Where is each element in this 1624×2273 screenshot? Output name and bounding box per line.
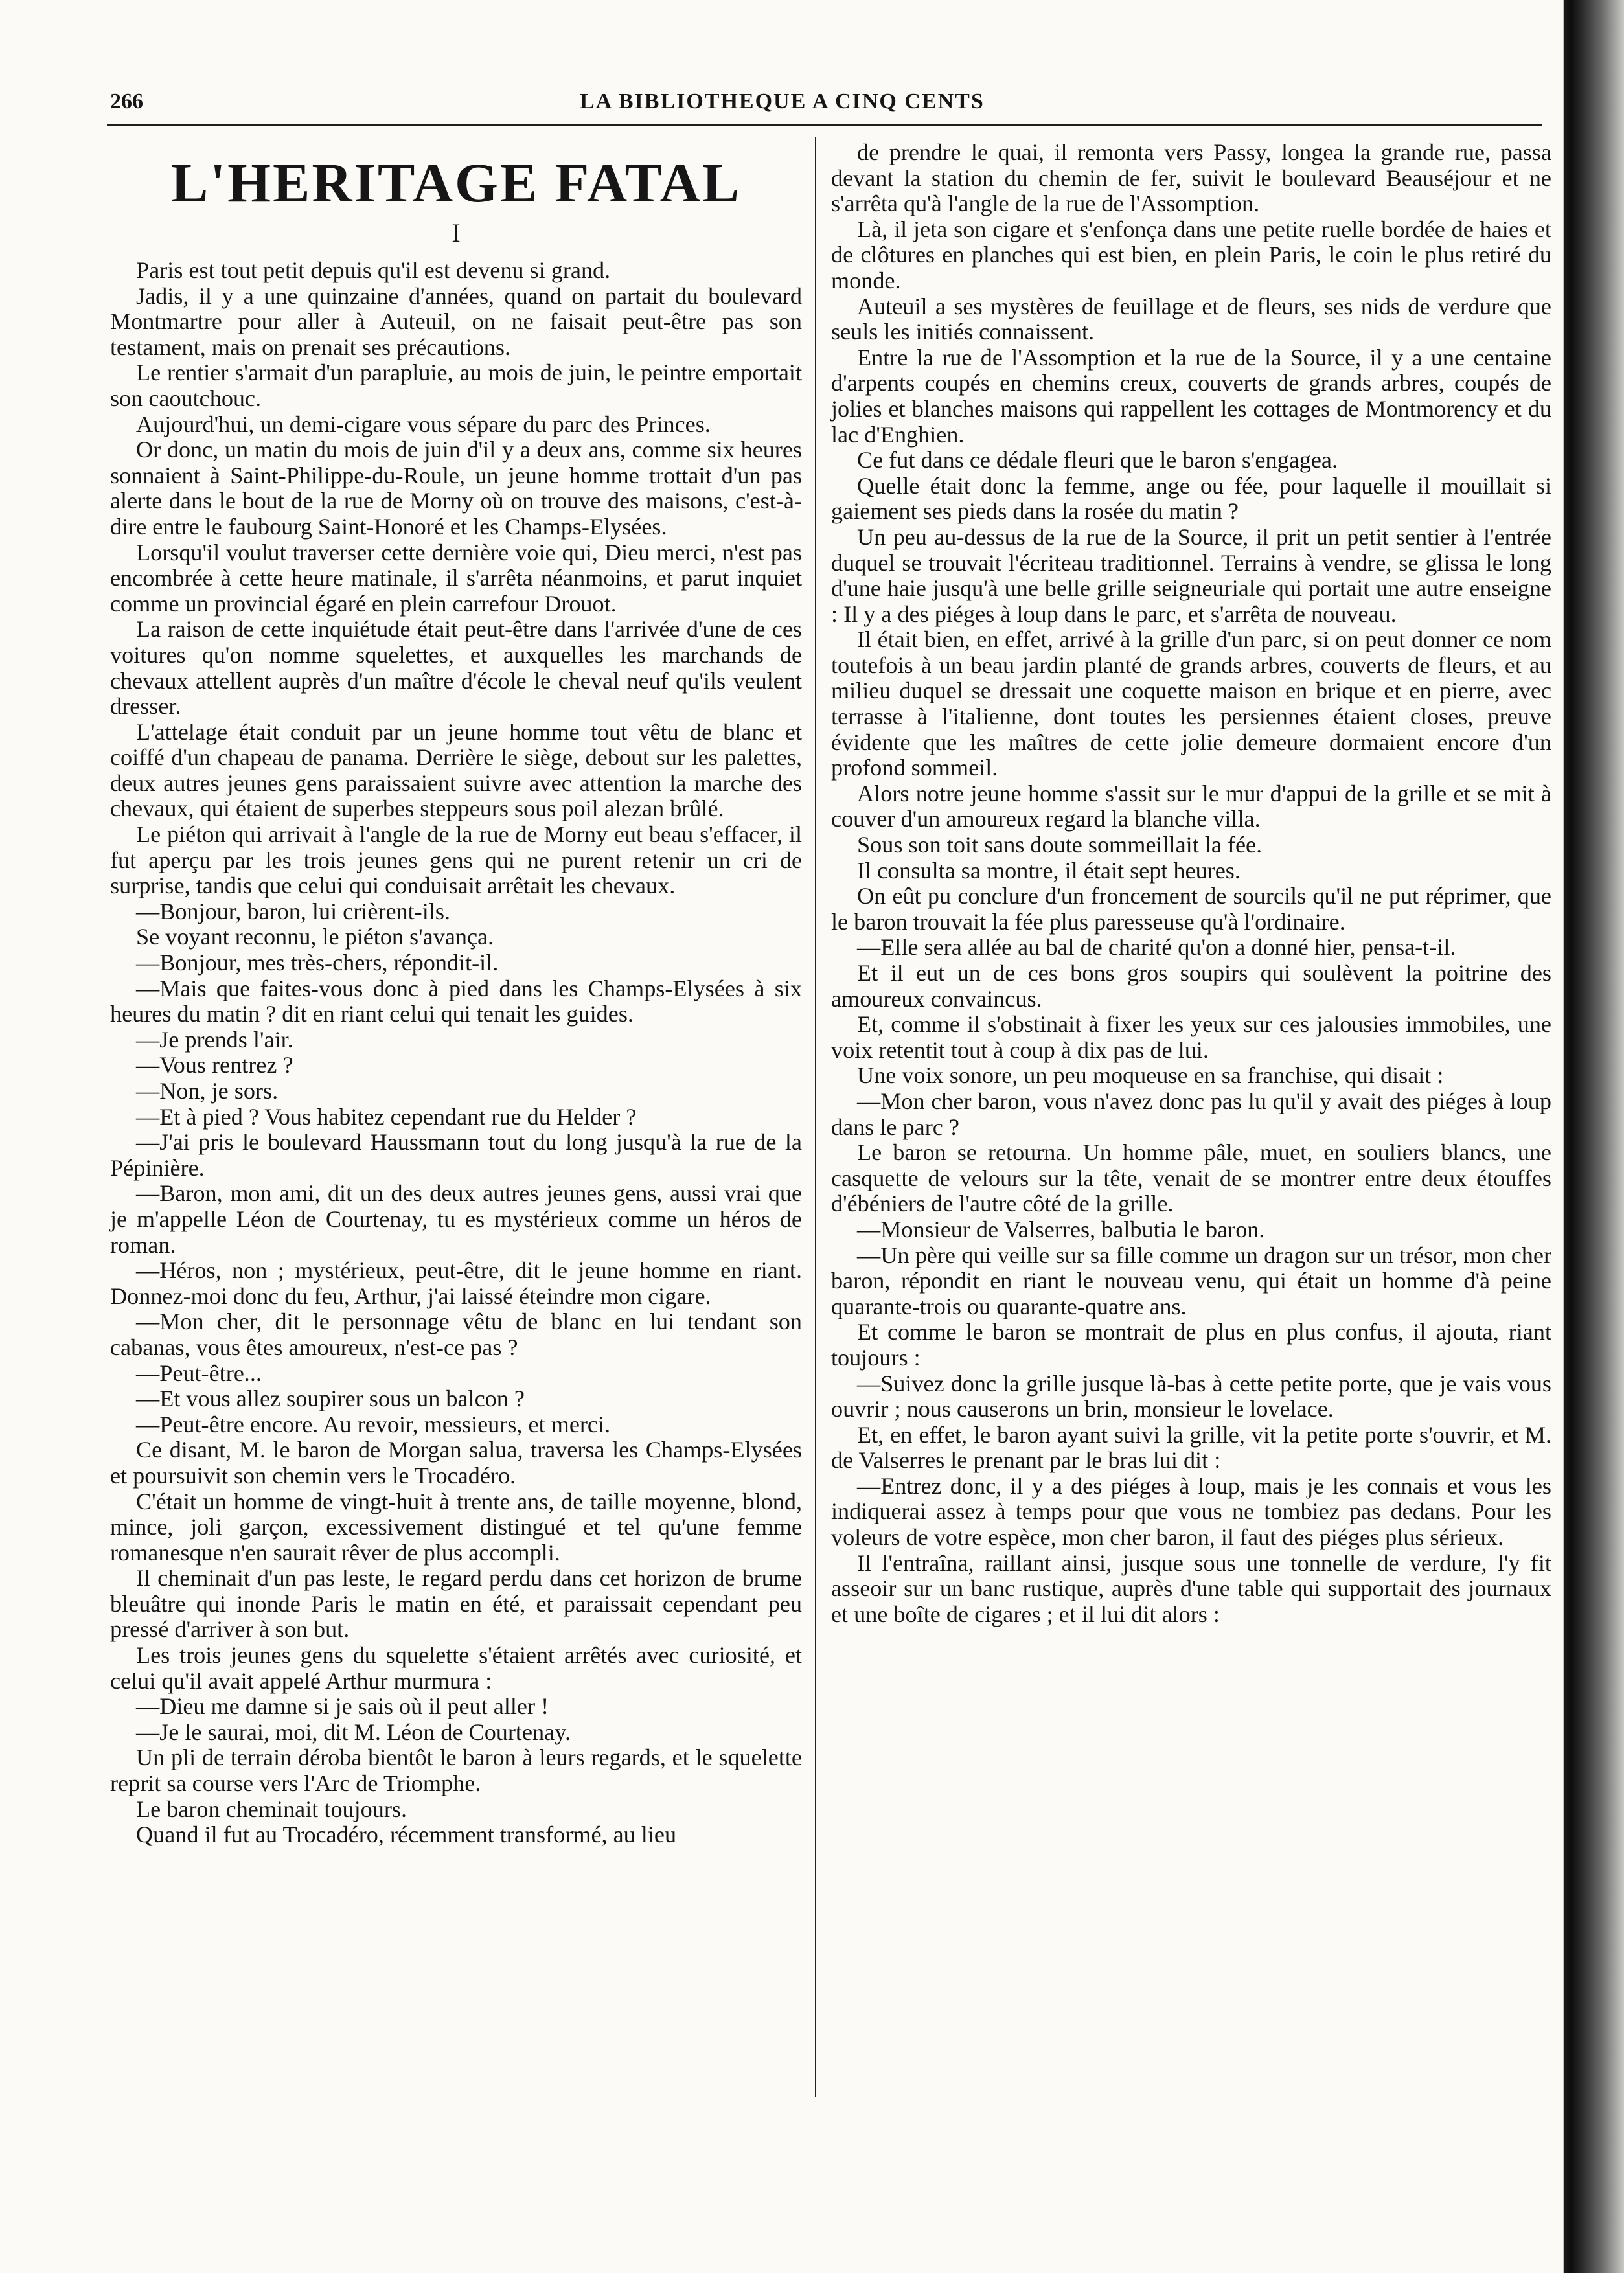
paragraph: Ce disant, M. le baron de Morgan salua, traversa les Champs-Elysées et poursuivit son chemin vers le Trocadéro. bbox=[110, 1437, 802, 1489]
paragraph: Ce fut dans ce dédale fleuri que le baron s'engagea. bbox=[857, 447, 1338, 474]
paragraph: Se voyant reconnu, le piéton s'avança. bbox=[136, 924, 494, 950]
paragraph: Là, il jeta son cigare et s'enfonça dans une petite ruelle bordée de haies et de clôtures en planches qui est bien, en plein Paris, le coin le plus retiré du monde. bbox=[831, 216, 1551, 293]
paragraph: —Bonjour, mes très-chers, répondit-il. bbox=[136, 950, 499, 976]
paragraph: Il était bien, en effet, arrivé à la grille d'un parc, si on peut donner ce nom toutefois à un beau jardin planté de grands arbres, couverts de fleurs, et au milieu duquel se dressait une coquette maison en brique et en pierre, avec terrasse à l'italienne, dont toutes les persiennes étaient closes, preuve évidente que les maîtres de cette jolie demeure dormaient encore d'un profond sommeil. bbox=[831, 626, 1551, 781]
paragraph: Il l'entraîna, raillant ainsi, jusque sous une tonnelle de verdure, l'y fit asseoir sur un banc rustique, auprès d'une table qui supportait des journaux et une boîte de cigares ; et il lui dit alors : bbox=[831, 1549, 1551, 1627]
paragraph: Paris est tout petit depuis qu'il est devenu si grand. bbox=[136, 257, 611, 283]
paragraph: Il cheminait d'un pas leste, le regard perdu dans cet horizon de brume bleuâtre qui inonde Paris le matin en été, et paraissait cependant peu pressé d'arriver à son but. bbox=[110, 1565, 802, 1643]
right-column bbox=[831, 140, 1551, 1627]
paragraph: Et il eut un de ces bons gros soupirs qui soulèvent la poitrine des amoureux convaincus. bbox=[831, 960, 1551, 1012]
paragraph: L'attelage était conduit par un jeune homme tout vêtu de blanc et coiffé d'un chapeau de panama. Derrière le siège, debout sur les palettes, deux autres jeunes gens paraissaient suivre avec attention la marche des chevaux, qui étaient de superbes steppeurs sous poil alezan brûlé. bbox=[110, 718, 802, 822]
paragraph: Alors notre jeune homme s'assit sur le mur d'appui de la grille et se mit à couver d'un amoureux regard la blanche villa. bbox=[831, 780, 1551, 832]
paragraph: Un pli de terrain déroba bientôt le baron à leurs regards, et le squelette reprit sa course vers l'Arc de Triomphe. bbox=[110, 1744, 802, 1797]
paragraph: —Mais que faites-vous donc à pied dans les Champs-Elysées à six heures du matin ? dit en riant celui qui tenait les guides. bbox=[110, 975, 802, 1027]
paragraph: Et comme le baron se montrait de plus en plus confus, il ajouta, riant toujours : bbox=[831, 1319, 1551, 1371]
paragraph: Or donc, un matin du mois de juin d'il y a deux ans, comme six heures sonnaient à Saint-Philippe-du-Roule, un jeune homme trottait d'un pas alerte dans le bout de la rue de Morny où on trouve des maisons, c'est-à-dire entre le faubourg Saint-Honoré et les Champs-Elysées. bbox=[110, 437, 802, 540]
paragraph: —Baron, mon ami, dit un des deux autres jeunes gens, aussi vrai que je m'appelle Léon de Courtenay, tu es mystérieux comme un héros de roman. bbox=[110, 1180, 802, 1258]
paragraph: de prendre le quai, il remonta vers Passy, longea la grande rue, passa devant la station du chemin de fer, suivit le boulevard Beauséjour et ne s'arrêta qu'à l'angle de la rue de l'Assomption. bbox=[831, 139, 1551, 217]
paragraph: Les trois jeunes gens du squelette s'étaient arrêtés avec curiosité, et celui qu'il avait appelé Arthur murmura : bbox=[110, 1642, 802, 1694]
paragraph: —Monsieur de Valserres, balbutia le baron. bbox=[857, 1216, 1265, 1242]
paragraph: —Dieu me damne si je sais où il peut aller ! bbox=[136, 1693, 549, 1720]
paragraph: On eût pu conclure d'un froncement de sourcils qu'il ne put réprimer, que le baron trouvait la fée plus paresseuse qu'à l'ordinaire. bbox=[831, 883, 1551, 935]
paragraph: —Héros, non ; mystérieux, peut-être, dit le jeune homme en riant. Donnez-moi donc du feu, Arthur, j'ai laissé éteindre mon cigare. bbox=[110, 1257, 802, 1309]
page-number: 266 bbox=[110, 89, 143, 113]
paragraph: Le baron cheminait toujours. bbox=[136, 1796, 407, 1822]
chapter-number: I bbox=[452, 218, 461, 247]
story-title: L'HERITAGE FATAL bbox=[170, 152, 742, 214]
paragraph: —Elle sera allée au bal de charité qu'on a donné hier, pensa-t-il. bbox=[857, 934, 1456, 961]
paragraph: —Peut-être encore. Au revoir, messieurs, et merci. bbox=[136, 1411, 611, 1437]
paragraph: —Mon cher, dit le personnage vêtu de blanc en lui tendant son cabanas, vous êtes amoureux, n'est-ce pas ? bbox=[110, 1308, 802, 1360]
paragraph: La raison de cette inquiétude était peut-être dans l'arrivée d'une de ces voitures qu'on nomme squelettes, et auxquelles les marchands de chevaux attellent auprès d'un maître d'école le cheval neuf qu'ils veulent dresser. bbox=[110, 616, 802, 720]
header-rule bbox=[107, 124, 1542, 126]
paragraph: —Bonjour, baron, lui crièrent-ils. bbox=[136, 898, 450, 924]
left-column bbox=[110, 140, 802, 1848]
paragraph: Il consulta sa montre, il était sept heures. bbox=[857, 857, 1241, 884]
paragraph: C'était un homme de vingt-huit à trente ans, de taille moyenne, blond, mince, joli garçon, excessivement distingué et tel qu'une femme romanesque n'en saurait rêver de plus accompli. bbox=[110, 1488, 802, 1566]
paragraph: Le baron se retourna. Un homme pâle, muet, en souliers blancs, une casquette de velours sur la tête, venait de se montrer entre deux étouffes d'ébéniers de l'autre côté de la grille. bbox=[831, 1139, 1551, 1217]
paragraph: Le piéton qui arrivait à l'angle de la rue de Morny eut beau s'effacer, il fut aperçu par les trois jeunes gens qui ne purent retenir un cri de surprise, tandis que celui qui conduisait arrêtait les chevaux. bbox=[110, 821, 802, 899]
paragraph: —Un père qui veille sur sa fille comme un dragon sur un trésor, mon cher baron, répondit en riant le nouveau venu, qui était un homme d'à peine quarante-trois ou quarante-quatre ans. bbox=[831, 1242, 1551, 1319]
paragraph: Et, en effet, le baron ayant suivi la grille, vit la petite porte s'ouvrir, et M. de Valserres le prenant par le bras lui dit : bbox=[831, 1421, 1551, 1474]
paragraph: Quand il fut au Trocadéro, récemment transformé, au lieu bbox=[136, 1822, 677, 1848]
paragraph: Sous son toit sans doute sommeillait la fée. bbox=[857, 832, 1263, 858]
paragraph: Un peu au-dessus de la rue de la Source, il prit un petit sentier à l'entrée duquel se trouvait l'écriteau traditionnel. Terrains à vendre, se glissa le long d'une haie jusqu'à une belle grille seigneuriale qui portait une autre enseigne : Il y a des piéges à loup dans le parc, et s'arrêta de nouveau. bbox=[831, 523, 1551, 627]
paragraph: Aujourd'hui, un demi-cigare vous sépare du parc des Princes. bbox=[136, 411, 711, 437]
paragraph: —Et vous allez soupirer sous un balcon ? bbox=[136, 1386, 525, 1412]
paragraph: —Peut-être... bbox=[136, 1360, 262, 1386]
paragraph: —Non, je sors. bbox=[136, 1078, 279, 1104]
running-title: LA BIBLIOTHEQUE A CINQ CENTS bbox=[580, 89, 985, 113]
paragraph: Quelle était donc la femme, ange ou fée, pour laquelle il mouillait si gaiement ses pieds dans la rosée du matin ? bbox=[831, 472, 1551, 525]
paragraph: —Suivez donc la grille jusque là-bas à cette petite porte, que je vais vous ouvrir ; nous causerons un brin, monsieur le lovelace. bbox=[831, 1370, 1551, 1422]
paragraph: Et, comme il s'obstinait à fixer les yeux sur ces jalousies immobiles, une voix retentit tout à coup à dix pas de lui. bbox=[831, 1011, 1551, 1063]
paragraph: —Je prends l'air. bbox=[136, 1026, 293, 1053]
paragraph: —Mon cher baron, vous n'avez donc pas lu qu'il y avait des piéges à loup dans le parc ? bbox=[831, 1088, 1551, 1140]
paragraph: —Je le saurai, moi, dit M. Léon de Courtenay. bbox=[136, 1719, 571, 1745]
paragraph: —Entrez donc, il y a des piéges à loup, mais je les connais et vous les indiquerai assez à temps pour que vous ne tombiez pas dedans. Pour les voleurs de votre espèce, mon cher baron, il faut des piéges plus sérieux. bbox=[831, 1472, 1551, 1551]
paragraph: Une voix sonore, un peu moqueuse en sa franchise, qui disait : bbox=[857, 1062, 1444, 1089]
column-rule bbox=[815, 137, 816, 2097]
paragraph: Le rentier s'armait d'un parapluie, au mois de juin, le peintre emportait son caoutchouc. bbox=[110, 360, 802, 411]
paragraph: —J'ai pris le boulevard Haussmann tout du long jusqu'à la rue de la Pépinière. bbox=[110, 1129, 802, 1181]
paragraph: —Et à pied ? Vous habitez cependant rue du Helder ? bbox=[136, 1103, 637, 1130]
paragraph: Lorsqu'il voulut traverser cette dernière voie qui, Dieu merci, n'est pas encombrée à cette heure matinale, il s'arrêta néanmoins, et parut inquiet comme un provincial égaré en plein carrefour Drouot. bbox=[110, 539, 802, 617]
paragraph: Entre la rue de l'Assomption et la rue de la Source, il y a une centaine d'arpents coupés en chemins creux, couverts de grands arbres, coupés de jolies et blanches maisons qui rappellent les cottages de Montmorency et du lac d'Enghien. bbox=[831, 344, 1551, 448]
paragraph: Jadis, il y a une quinzaine d'années, quand on partait du boulevard Montmartre pour aller à Auteuil, on ne faisait peut-être pas son testament, mais on prenait ses précautions. bbox=[110, 282, 802, 360]
paragraph: —Vous rentrez ? bbox=[136, 1052, 293, 1079]
binding-edge-shadow bbox=[1563, 0, 1624, 2273]
paragraph: Auteuil a ses mystères de feuillage et de fleurs, ses nids de verdure que seuls les initiés connaissent. bbox=[831, 293, 1551, 345]
